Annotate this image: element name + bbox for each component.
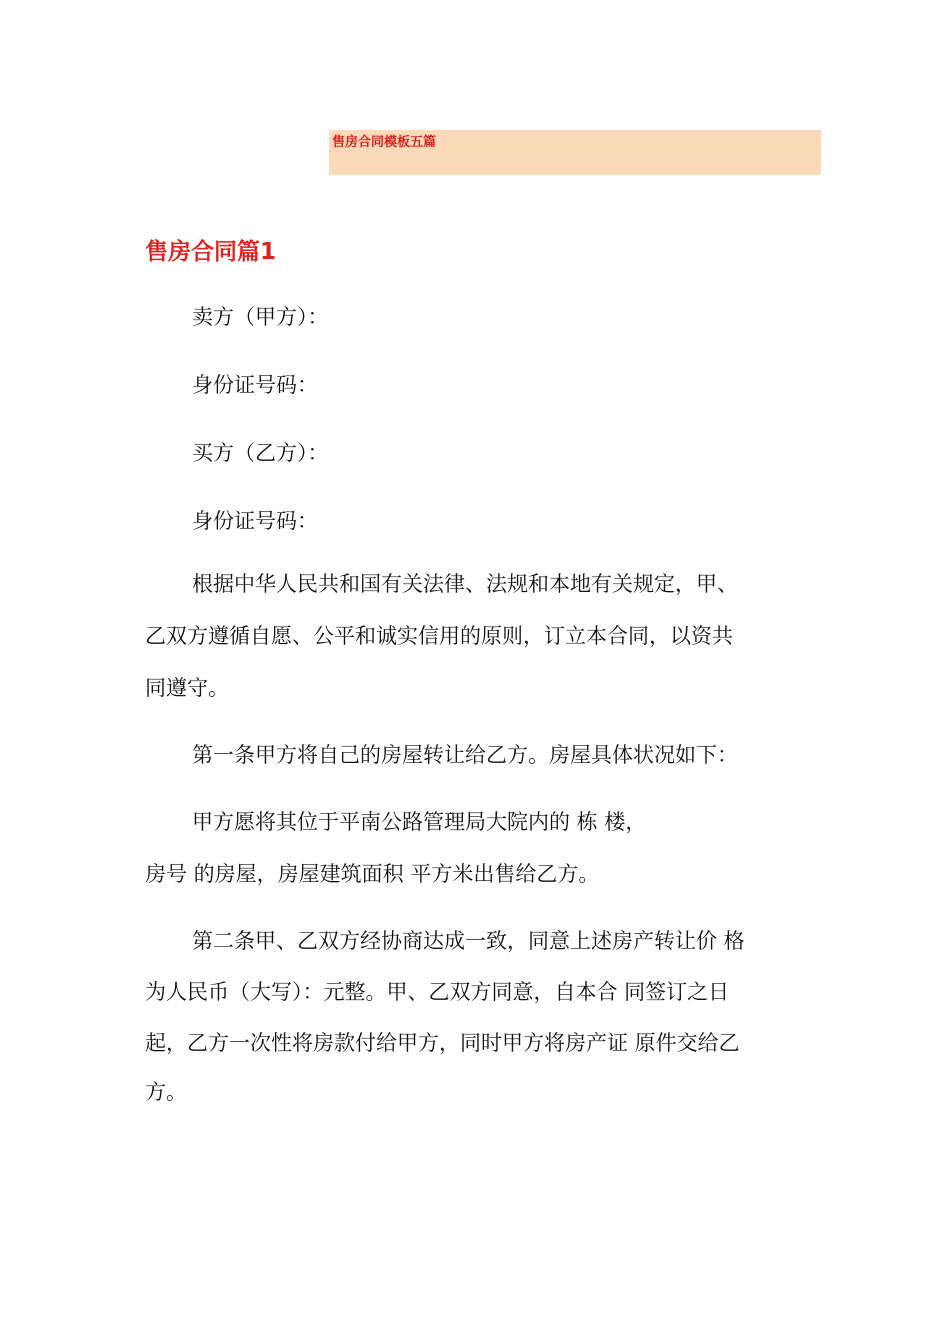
- section-heading: 售房合同篇1: [145, 239, 277, 265]
- paragraph-line: 根据中华人民共和国有关法律、法规和本地有关规定，甲、: [192, 572, 738, 596]
- buyer-label: 买方（乙方）：: [192, 441, 329, 465]
- paragraph-line: 房号 的房屋，房屋建筑面积 平方米出售给乙方。: [145, 862, 600, 886]
- paragraph-line: 方。: [145, 1080, 187, 1104]
- document-title: 售房合同模板五篇: [332, 135, 437, 150]
- paragraph-line: 第二条甲、乙双方经协商达成一致，同意上述房产转让价 格: [192, 929, 745, 953]
- document-title-banner: [329, 130, 821, 175]
- paragraph-line: 同遵守。: [145, 676, 229, 700]
- seller-id-label: 身份证号码：: [192, 373, 318, 397]
- paragraph-line: 甲方愿将其位于平南公路管理局大院内的 栋 楼，: [192, 810, 647, 834]
- paragraph-line: 起，乙方一次性将房款付给甲方，同时甲方将房产证 原件交给乙: [145, 1031, 740, 1055]
- article-1-text: 第一条甲方将自己的房屋转让给乙方。房屋具体状况如下：: [192, 743, 738, 767]
- paragraph-line: 乙双方遵循自愿、公平和诚实信用的原则，订立本合同，以资共: [145, 624, 733, 648]
- seller-label: 卖方（甲方）：: [192, 305, 329, 329]
- buyer-id-label: 身份证号码：: [192, 509, 318, 533]
- paragraph-line: 为人民币（大写）：元整。甲、乙双方同意，自本合 同签订之日: [145, 980, 730, 1004]
